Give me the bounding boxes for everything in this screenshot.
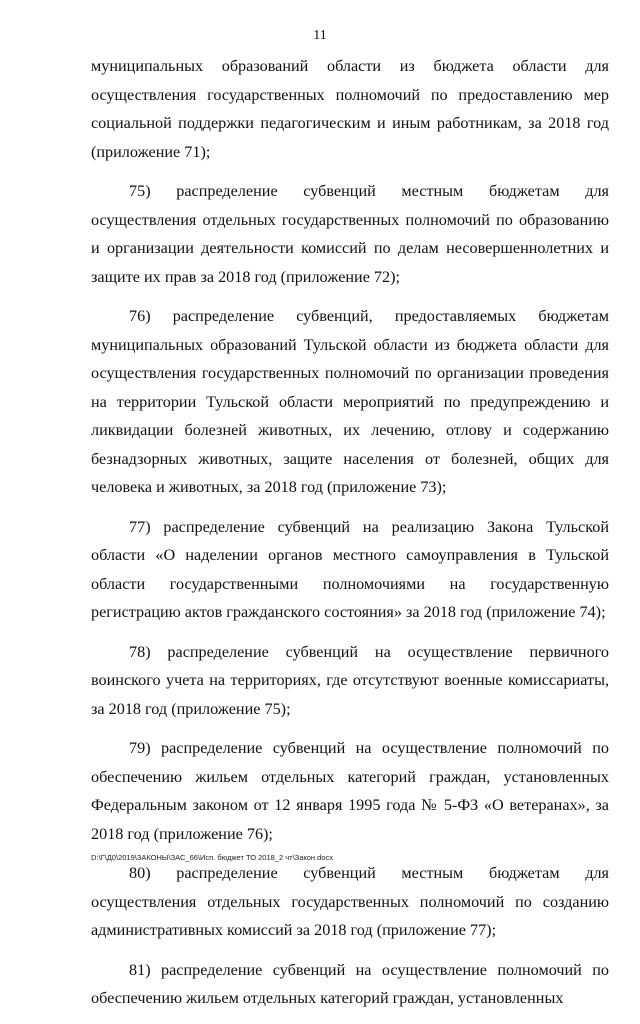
paragraph-item-78: 78) распределение субвенций на осуществление первичного воинского учета на территориях, где отсутствуют военные комиссариаты, за 2018 год (приложение 75); xyxy=(91,642,609,718)
paragraph-item-81: 81) распределение субвенций на осуществление полномочий по обеспечению жильем отдельных категорий граждан, установленных xyxy=(91,960,609,1007)
paragraph-continuation: муниципальных образований области из бюджета области для осуществления государственных полномочий по предоставлению мер социальной поддержки педагогическим и иным работникам, за 2018 год (приложение 71); xyxy=(91,57,609,161)
paragraph-item-76: 76) распределение субвенций, предоставляемых бюджетам муниципальных образований Тульской области из бюджета области для осуществления государственных полномочий по организации проведения на территории Тульской области мероприятий по предупреждению и ликвидации болезней животных, их лечению, отлову и содержанию безнадзорных животных, защите населения от болезней, общих для человека и животных, за 2018 год (приложение 73); xyxy=(91,307,609,496)
paragraph-item-80: 80) распределение субвенций местным бюджетам для осуществления отдельных государственных полномочий по созданию административных комиссий за 2018 год (приложение 77); xyxy=(91,864,609,939)
footer-file-path: D:\Г\Д0\2019\ЗАКОНЫ\ЗАС_66\Исп. бюджет ТО 2018_2 чт\Закон.docx xyxy=(91,853,333,862)
paragraph-item-75: 75) распределение субвенций местным бюджетам для осуществления отдельных государственных полномочий по образованию и организации деятельности комиссий по делам несовершеннолетних и защите их прав за 2018 год (приложение 72); xyxy=(91,182,609,286)
paragraph-item-79: 79) распределение субвенций на осуществление полномочий по обеспечению жильем отдельных категорий граждан, установленных Федеральным законом от 12 января 1995 года № 5-ФЗ «О ветеранах», за 2018 год (приложение 76); xyxy=(91,739,609,843)
page-number: 11 xyxy=(313,28,327,43)
document-body xyxy=(91,52,609,1024)
paragraph-item-77: 77) распределение субвенций на реализацию Закона Тульской области «О наделении органов местного самоуправления в Тульской области государственными полномочиями на государственную регистрацию актов гражданского состояния» за 2018 год (приложение 74); xyxy=(91,517,609,621)
